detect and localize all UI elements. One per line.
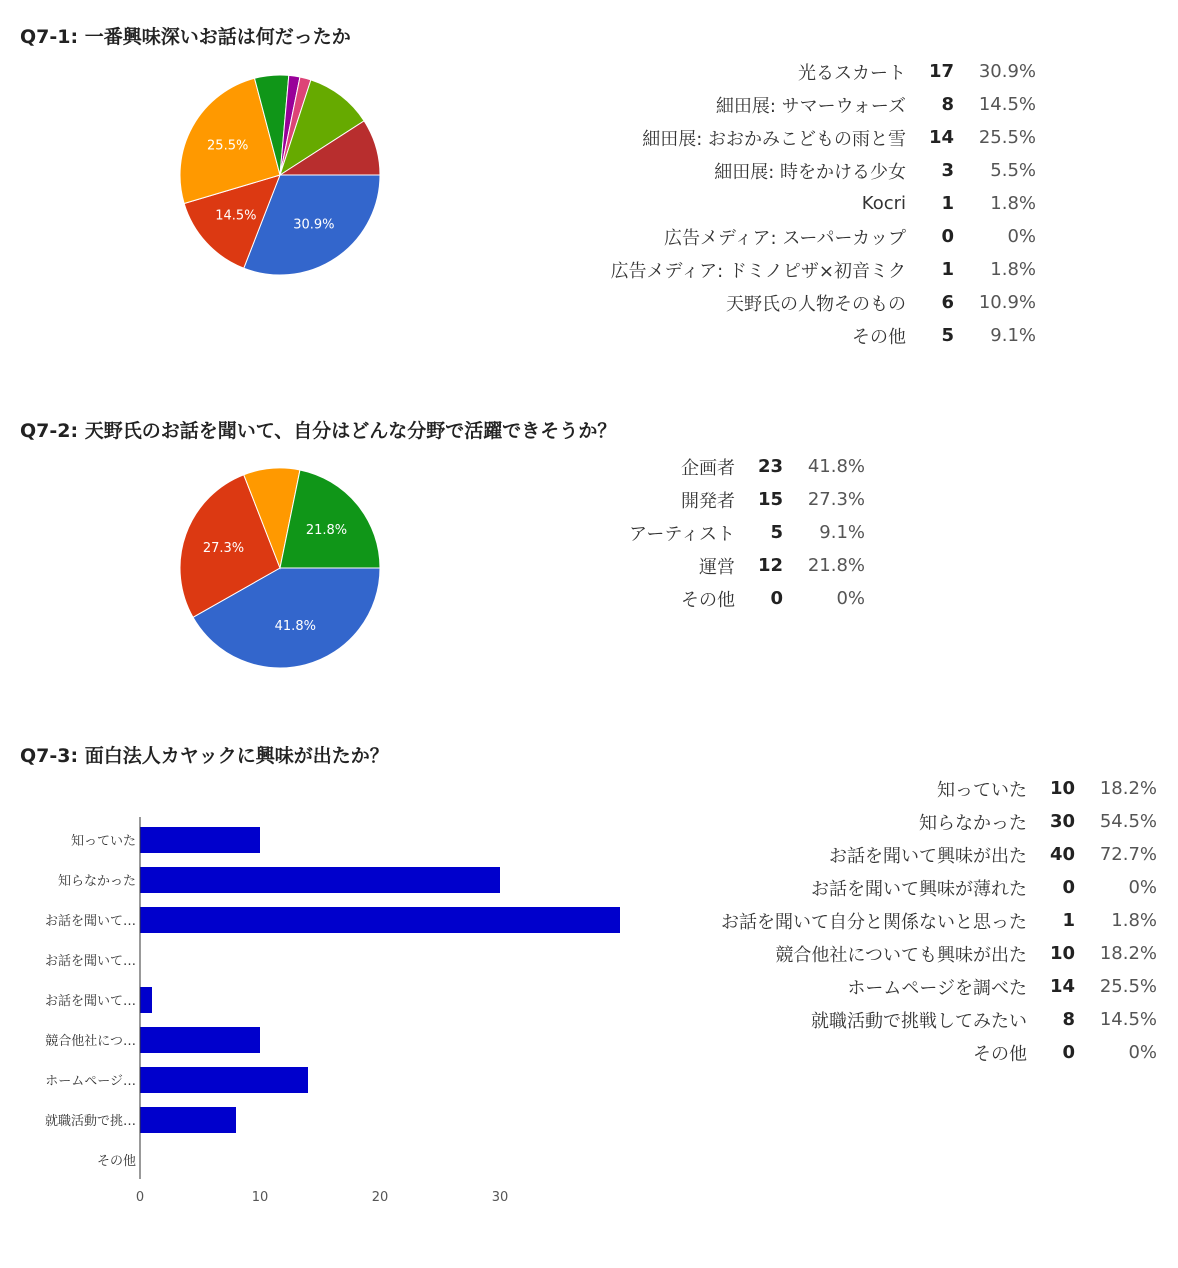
q7-2-legend (629, 450, 865, 615)
q7-3-x-tick-0: 0 (135, 1190, 145, 1205)
q7-3-bar-1 (140, 867, 500, 893)
q7-3-category-label-7: 就職活動で挑… (44, 1114, 136, 1129)
q7-1-legend-percent: 9.1% (990, 325, 1036, 346)
q7-1-legend-row (611, 220, 1036, 253)
q7-1-title: Q7-1: 一番興味深いお話は何だったか (20, 26, 351, 48)
q7-3-legend-count: 0 (1062, 1042, 1075, 1063)
q7-3-bar-7 (140, 1107, 236, 1133)
q7-1-legend-count: 1 (941, 193, 954, 214)
q7-1-pie-chart (170, 65, 390, 285)
q7-1-legend-name: 広告メディア: スーパーカップ (663, 227, 906, 249)
q7-1-legend-row (611, 253, 1036, 286)
q7-1-legend (611, 55, 1036, 352)
q7-3-legend-count: 30 (1049, 811, 1075, 832)
q7-2-legend-percent: 41.8% (807, 456, 865, 477)
q7-2-legend-percent: 0% (836, 588, 865, 609)
q7-3-legend-percent: 1.8% (1111, 910, 1157, 931)
q7-3-legend-name: 競合他社についても興味が出た (775, 944, 1027, 966)
q7-2-pie-chart (170, 458, 390, 678)
q7-3-legend-count: 0 (1062, 877, 1075, 898)
q7-3-legend-percent: 72.7% (1099, 844, 1157, 865)
q7-2-title: Q7-2: 天野氏のお話を聞いて、自分はどんな分野で活躍できそうか？ (20, 420, 617, 442)
q7-3-x-tick-3: 30 (491, 1190, 509, 1205)
q7-1-legend-row (611, 121, 1036, 154)
q7-3-legend-row (721, 970, 1157, 1003)
q7-2-legend-name: 運営 (699, 556, 735, 578)
q7-2-legend-row (629, 582, 865, 615)
q7-1-legend-name: 光るスカート (798, 62, 906, 84)
q7-3-category-label-2: お話を聞いて… (44, 914, 136, 929)
q7-1-legend-count: 14 (928, 127, 954, 148)
q7-2-slice-label-1: 27.3% (202, 540, 245, 556)
q7-1-legend-row (611, 286, 1036, 319)
q7-3-legend-row (721, 937, 1157, 970)
q7-3-bar-6 (140, 1067, 308, 1093)
q7-1-slice-label-0: 30.9% (293, 217, 335, 233)
q7-2-legend-count: 23 (757, 456, 783, 477)
q7-3-legend (721, 772, 1157, 1069)
q7-3-legend-percent: 54.5% (1099, 811, 1157, 832)
q7-1-legend-name: 広告メディア: ドミノピザ×初音ミク (610, 260, 906, 282)
q7-1-legend-name: 細田展: おおかみこどもの雨と雪 (642, 128, 906, 150)
q7-1-legend-row (611, 319, 1036, 352)
q7-3-legend-name: 就職活動で挑戦してみたい (811, 1010, 1027, 1032)
q7-1-slice-label-1: 14.5% (215, 208, 257, 224)
q7-3-legend-percent: 14.5% (1099, 1009, 1157, 1030)
q7-3-bar-chart (0, 790, 660, 1220)
q7-3-bar-5 (140, 1027, 260, 1053)
q7-1-slice-label-2: 25.5% (207, 138, 249, 154)
q7-2-legend-row (629, 483, 865, 516)
q7-1-legend-row (611, 88, 1036, 121)
q7-3-legend-name: お話を聞いて自分と関係ないと思った (721, 911, 1027, 933)
q7-3-legend-percent: 0% (1128, 1042, 1157, 1063)
q7-3-bar-4 (140, 987, 152, 1013)
q7-2-legend-percent: 27.3% (807, 489, 865, 510)
q7-3-category-label-1: 知らなかった (57, 874, 136, 889)
q7-3-legend-percent: 0% (1128, 877, 1157, 898)
q7-3-legend-name: ホームページを調べた (847, 977, 1027, 999)
q7-3-legend-row (721, 1036, 1157, 1069)
q7-3-title: Q7-3: 面白法人カヤックに興味が出たか？ (20, 745, 389, 767)
q7-1-legend-count: 0 (941, 226, 954, 247)
q7-2-legend-row (629, 549, 865, 582)
q7-3-legend-name: その他 (973, 1043, 1027, 1065)
q7-2-legend-percent: 21.8% (807, 555, 865, 576)
q7-2-legend-name: アーティスト (628, 523, 735, 545)
q7-3-legend-row (721, 871, 1157, 904)
q7-3-x-tick-2: 20 (371, 1190, 389, 1205)
q7-1-legend-name: Kocri (861, 193, 906, 214)
q7-3-x-tick-1: 10 (251, 1190, 269, 1205)
q7-2-legend-count: 0 (770, 588, 783, 609)
q7-2-legend-name: 企画者 (681, 457, 735, 479)
q7-3-legend-count: 10 (1049, 778, 1075, 799)
q7-3-legend-row (721, 838, 1157, 871)
q7-3-legend-percent: 18.2% (1099, 943, 1157, 964)
q7-3-legend-name: お話を聞いて興味が薄れた (811, 878, 1027, 900)
q7-1-legend-row (611, 187, 1036, 220)
q7-3-legend-count: 14 (1049, 976, 1075, 997)
q7-1-legend-count: 8 (941, 94, 954, 115)
q7-2-legend-name: その他 (681, 589, 735, 611)
q7-1-legend-name: 細田展: 時をかける少女 (714, 161, 906, 183)
q7-2-legend-row (629, 516, 865, 549)
q7-3-legend-count: 40 (1049, 844, 1075, 865)
q7-3-category-label-8: その他 (96, 1154, 136, 1169)
q7-2-legend-name: 開発者 (681, 490, 735, 512)
q7-2-legend-count: 5 (770, 522, 783, 543)
q7-1-legend-count: 1 (941, 259, 954, 280)
q7-1-legend-percent: 1.8% (990, 193, 1036, 214)
q7-1-legend-percent: 30.9% (978, 61, 1036, 82)
q7-1-legend-percent: 0% (1007, 226, 1036, 247)
q7-1-legend-count: 6 (941, 292, 954, 313)
q7-3-legend-name: 知っていた (937, 779, 1027, 801)
q7-2-slice-label-0: 41.8% (274, 619, 316, 634)
q7-1-legend-percent: 14.5% (978, 94, 1036, 115)
q7-3-legend-name: 知らなかった (919, 812, 1027, 834)
q7-2-legend-row (629, 450, 865, 483)
q7-1-legend-percent: 25.5% (978, 127, 1036, 148)
q7-1-legend-name: その他 (852, 326, 906, 348)
q7-1-legend-name: 天野氏の人物そのもの (726, 293, 906, 315)
q7-3-bar-2 (140, 907, 620, 933)
q7-2-legend-count: 15 (757, 489, 783, 510)
q7-2-legend-percent: 9.1% (819, 522, 865, 543)
q7-1-legend-count: 17 (928, 61, 954, 82)
q7-1-legend-name: 細田展: サマーウォーズ (715, 95, 906, 117)
q7-1-legend-percent: 10.9% (978, 292, 1036, 313)
q7-3-legend-percent: 25.5% (1099, 976, 1157, 997)
q7-3-category-label-3: お話を聞いて… (44, 954, 136, 969)
q7-2-slice-label-3: 21.8% (305, 523, 348, 538)
q7-1-legend-percent: 5.5% (990, 160, 1036, 181)
q7-3-legend-count: 8 (1062, 1009, 1075, 1030)
q7-3-bar-0 (140, 827, 260, 853)
q7-3-category-label-0: 知っていた (70, 834, 136, 849)
q7-1-legend-percent: 1.8% (990, 259, 1036, 280)
q7-3-category-label-5: 競合他社につ… (45, 1034, 136, 1049)
q7-3-category-label-4: お話を聞いて… (44, 994, 136, 1009)
q7-3-legend-row (721, 1003, 1157, 1036)
q7-2-legend-count: 12 (757, 555, 783, 576)
q7-3-legend-count: 1 (1062, 910, 1075, 931)
q7-3-legend-count: 10 (1049, 943, 1075, 964)
q7-1-legend-count: 5 (941, 325, 954, 346)
q7-3-legend-name: お話を聞いて興味が出た (829, 845, 1027, 867)
q7-3-legend-percent: 18.2% (1099, 778, 1157, 799)
q7-3-legend-row (721, 772, 1157, 805)
q7-1-legend-count: 3 (941, 160, 954, 181)
q7-3-legend-row (721, 805, 1157, 838)
q7-3-legend-row (721, 904, 1157, 937)
q7-1-legend-row (611, 55, 1036, 88)
q7-3-category-label-6: ホームページ… (45, 1074, 136, 1089)
q7-1-legend-row (611, 154, 1036, 187)
